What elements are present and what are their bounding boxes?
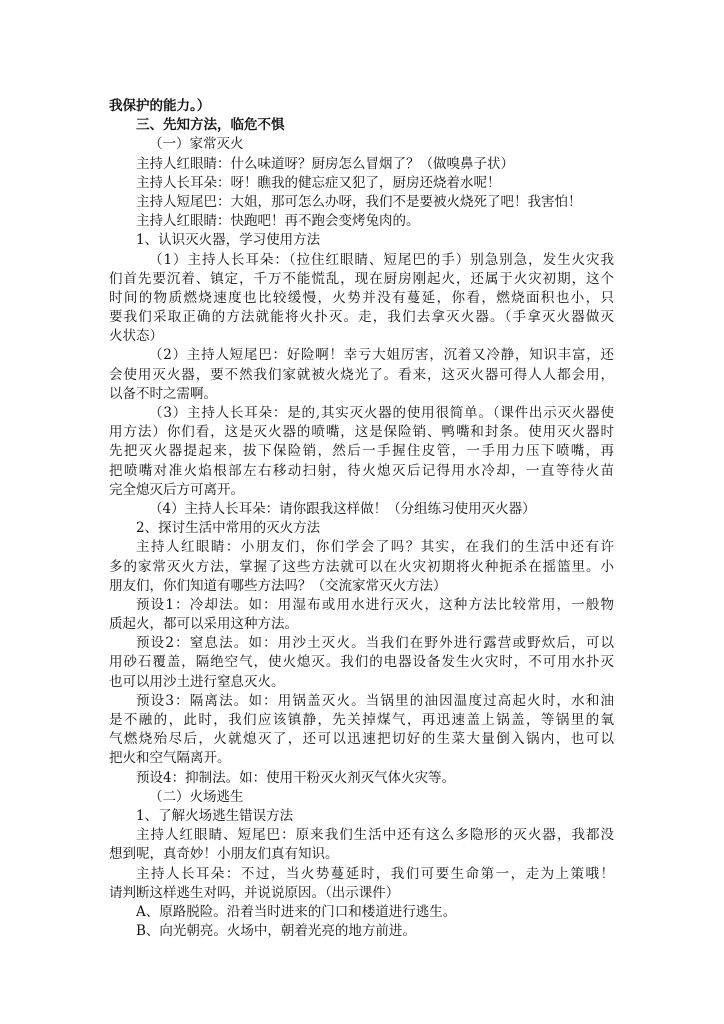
text-line: 主持人短尾巴：大姐，那可怎么办呀，我们不是要被火烧死了吧！我害怕！ (136, 193, 582, 210)
text-line: 质起火，都可以采用这种方法。 (109, 616, 298, 633)
text-line: 预设2：窒息法。如：用沙土灭火。当我们在野外进行露营或野炊后，可以 (136, 635, 614, 652)
text-line: 主持人红眼睛、短尾巴：原来我们生活中还有这么多隐形的灭火器，我都没 (136, 827, 614, 844)
text-line: 多的家常灭火方法，掌握了这些方法就可以在火灾初期将火种扼杀在摇篮里。小 (109, 558, 614, 575)
text-line: A、原路脱险。沿着当时进来的门口和楼道进行逃生。 (136, 903, 457, 920)
text-line: 朋友们，你们知道有哪些方法吗？（交流家常灭火方法） (109, 577, 447, 594)
text-line: 主持人红眼睛：什么味道呀？厨房怎么冒烟了？（做嗅鼻子状） (136, 155, 514, 172)
text-line: 也可以用沙土进行窒息灭火。 (109, 673, 285, 690)
text-line: （4）主持人长耳朵：请你跟我这样做！（分组练习使用灭火器） (149, 500, 536, 517)
text-line: 会使用灭火器，要不然我们家就被火烧光了。看来，这灭火器可得人人都会用， (109, 366, 614, 383)
document-body (109, 97, 614, 941)
text-line: 先把灭火器提起来，拔下保险销，然后一手握住皮管，一手用力压下喷嘴，再 (109, 443, 614, 460)
text-line: 时间的物质燃烧速度也比较缓慢，火势并没有蔓延，你看，燃烧面积也小，只 (109, 289, 614, 306)
text-line: 主持人长耳朵：呀！瞧我的健忘症又犯了，厨房还烧着水呢！ (136, 174, 501, 191)
text-line: 想到呢，真奇妙！小朋友们真有知识。 (109, 846, 339, 863)
text-line: 2、探讨生活中常用的灭火方法 (136, 520, 321, 537)
text-line: 气燃烧殆尽后，火就熄灭了，还可以迅速把切好的生菜大量倒入锅内，也可以 (109, 731, 614, 748)
text-line: 请判断这样逃生对吗，并说说原因。（出示课件） (109, 884, 400, 901)
subsection-heading: （一）家常灭火 (149, 136, 244, 153)
text-line: 我保护的能力。） (109, 98, 211, 114)
text-line: 要我们采取正确的方法就能将火扑灭。走，我们去拿灭火器。（手拿灭火器做灭 (109, 309, 614, 326)
text-line: B、向光朝亮。火场中，朝着光亮的地方前进。 (136, 923, 416, 940)
text-line: 们首先要沉着、镇定，千万不能慌乱，现在厨房刚起火，还属于火灾初期，这个 (109, 270, 614, 287)
text-line: 以备不时之需啊。 (109, 385, 217, 402)
text-line: 主持人长耳朵：不过，当火势蔓延时，我们可要生命第一，走为上策哦！ (136, 865, 614, 882)
text-line: 是不融的，此时，我们应该镇静，先关掉煤气，再迅速盖上锅盖，等锅里的氧 (109, 712, 614, 728)
text-line: 火状态） (109, 328, 163, 345)
text-line: 完全熄灭后方可离开。 (109, 481, 244, 498)
text-line: （1）主持人长耳朵：（拉住红眼睛、短尾巴的手）别急别急，发生火灾我 (149, 251, 614, 268)
text-line: 预设4：抑制法。如：使用干粉灭火剂灭气体火灾等。 (136, 769, 456, 786)
text-line: （2）主持人短尾巴：好险啊！幸亏大姐厉害，沉着又冷静，知识丰富，还 (149, 347, 614, 364)
text-line: 把喷嘴对准火焰根部左右移动扫射，待火熄灭后记得用水冷却，一直等待火苗 (109, 462, 614, 479)
text-line: 主持人红眼睛：快跑吧！再不跑会变烤兔肉的。 (136, 213, 420, 230)
section-heading: 三、先知方法，临危不惧 (136, 117, 285, 134)
text-line: 用砂石覆盖，隔绝空气，使火熄灭。我们的电器设备发生火灾时，不可用水扑灭 (109, 654, 614, 671)
text-line: 用方法）你们看，这是灭火器的喷嘴，这是保险销、鸭嘴和封条。使用灭火器时 (109, 424, 614, 441)
text-line: 把火和空气隔离开。 (109, 750, 231, 767)
text-line: 预设3：隔离法。如：用锅盖灭火。当锅里的油因温度过高起火时，水和油 (136, 692, 614, 709)
text-line: 1、认识灭火器，学习使用方法 (136, 232, 321, 249)
subsection-heading: （二）火场逃生 (149, 788, 244, 805)
text-line: 主持人红眼睛：小朋友们，你们学会了吗？其实，在我们的生活中还有许 (136, 539, 614, 556)
text-line: 预设1：冷却法。如：用湿布或用水进行灭火，这种方法比较常用，一般物 (136, 596, 614, 613)
text-line: （3）主持人长耳朵：是的,其实灭火器的使用很简单。（课件出示灭火器使 (149, 405, 614, 421)
text-line: 1、了解火场逃生错误方法 (136, 807, 294, 824)
